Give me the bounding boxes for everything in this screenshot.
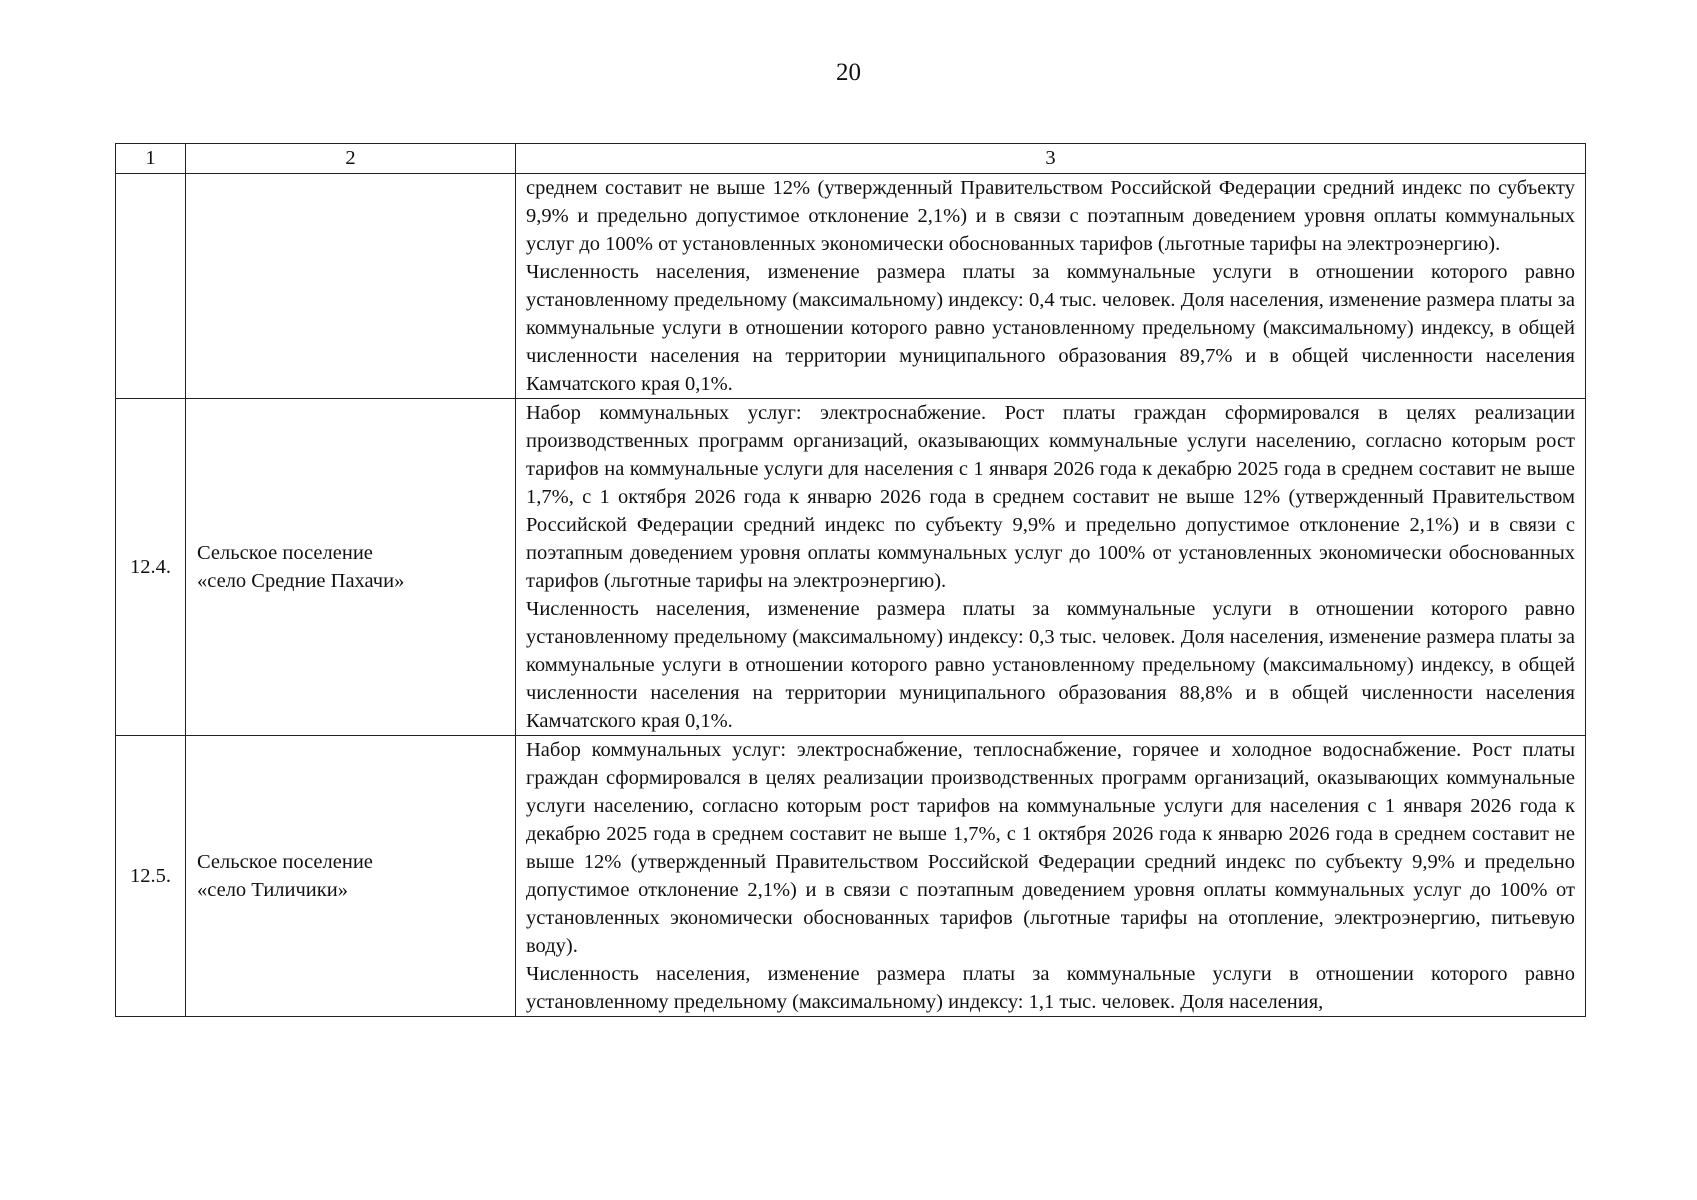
table-header-row bbox=[116, 144, 1586, 174]
description-paragraph: Численность населения, изменение размера платы за коммунальные услуги в отношении которого равно установленному предельному (максимальному) индексу: 1,1 тыс. человек. Доля населения, bbox=[526, 963, 1575, 1013]
description-cell bbox=[516, 736, 1586, 1017]
page-number: 20 bbox=[836, 59, 861, 86]
table-row bbox=[116, 736, 1586, 1017]
settlement-name-line-2: «село Тиличики» bbox=[197, 879, 348, 901]
row-number-cell bbox=[116, 174, 186, 399]
settlement-name-cell bbox=[186, 174, 516, 399]
row-number-cell: 12.4. bbox=[116, 399, 186, 736]
data-table bbox=[115, 143, 1586, 1017]
settlement-name-line-2: «село Средние Пахачи» bbox=[197, 570, 405, 592]
column-header-1: 1 bbox=[116, 144, 186, 174]
column-header-2: 2 bbox=[186, 144, 516, 174]
settlement-name-line-1: Сельское поселение bbox=[197, 542, 373, 564]
table-row bbox=[116, 174, 1586, 399]
column-header-3: 3 bbox=[516, 144, 1586, 174]
description-paragraph: Набор коммунальных услуг: электроснабжение. Рост платы граждан сформировался в целях реализации производственных программ организаций, оказывающих коммунальные услуги населению, согласно которым рост тарифов на коммунальные услуги для населения с 1 января 2026 года к декабрю 2025 года в среднем составит не выше 1,7%, с 1 октября 2026 года к январю 2026 года в среднем составит не выше 12% (утвержденный Правительством Российской Федерации средний индекс по субъекту 9,9% и предельно допустимое отклонение 2,1%) и в связи с поэтапным доведением уровня оплаты коммунальных услуг до 100% от установленных экономически обоснованных тарифов (льготные тарифы на электроэнергию). bbox=[526, 402, 1575, 592]
description-paragraph: среднем составит не выше 12% (утвержденный Правительством Российской Федерации средний индекс по субъекту 9,9% и предельно допустимое отклонение 2,1%) и в связи с поэтапным доведением уровня оплаты коммунальных услуг до 100% от установленных экономически обоснованных тарифов (льготные тарифы на электроэнергию). bbox=[526, 177, 1575, 255]
row-number-cell: 12.5. bbox=[116, 736, 186, 1017]
description-paragraph: Набор коммунальных услуг: электроснабжение, теплоснабжение, горячее и холодное водоснабжение. Рост платы граждан сформировался в целях реализации производственных программ организаций, оказывающих коммунальные услуги населению, согласно которым рост тарифов на коммунальные услуги для населения с 1 января 2026 года к декабрю 2025 года в среднем составит не выше 1,7%, с 1 октября 2026 года к январю 2026 года в среднем составит не выше 12% (утвержденный Правительством Российской Федерации средний индекс по субъекту 9,9% и предельно допустимое отклонение 2,1%) и в связи с поэтапным доведением уровня оплаты коммунальных услуг до 100% от установленных экономически обоснованных тарифов (льготные тарифы на отопление, электроэнергию, питьевую воду). bbox=[526, 739, 1575, 957]
settlement-name-cell bbox=[186, 399, 516, 736]
description-paragraph: Численность населения, изменение размера платы за коммунальные услуги в отношении которого равно установленному предельному (максимальному) индексу: 0,4 тыс. человек. Доля населения, изменение размера платы за коммунальные услуги в отношении которого равно установленному предельному (максимальному) индексу, в общей численности населения на территории муниципального образования 89,7% и в общей численности населения Камчатского края 0,1%. bbox=[526, 261, 1575, 395]
description-paragraph: Численность населения, изменение размера платы за коммунальные услуги в отношении которого равно установленному предельному (максимальному) индексу: 0,3 тыс. человек. Доля населения, изменение размера платы за коммунальные услуги в отношении которого равно установленному предельному (максимальному) индексу, в общей численности населения на территории муниципального образования 88,8% и в общей численности населения Камчатского края 0,1%. bbox=[526, 598, 1575, 732]
settlement-name-cell bbox=[186, 736, 516, 1017]
table-row bbox=[116, 399, 1586, 736]
description-cell bbox=[516, 174, 1586, 399]
settlement-name-line-1: Сельское поселение bbox=[197, 851, 373, 873]
description-cell bbox=[516, 399, 1586, 736]
